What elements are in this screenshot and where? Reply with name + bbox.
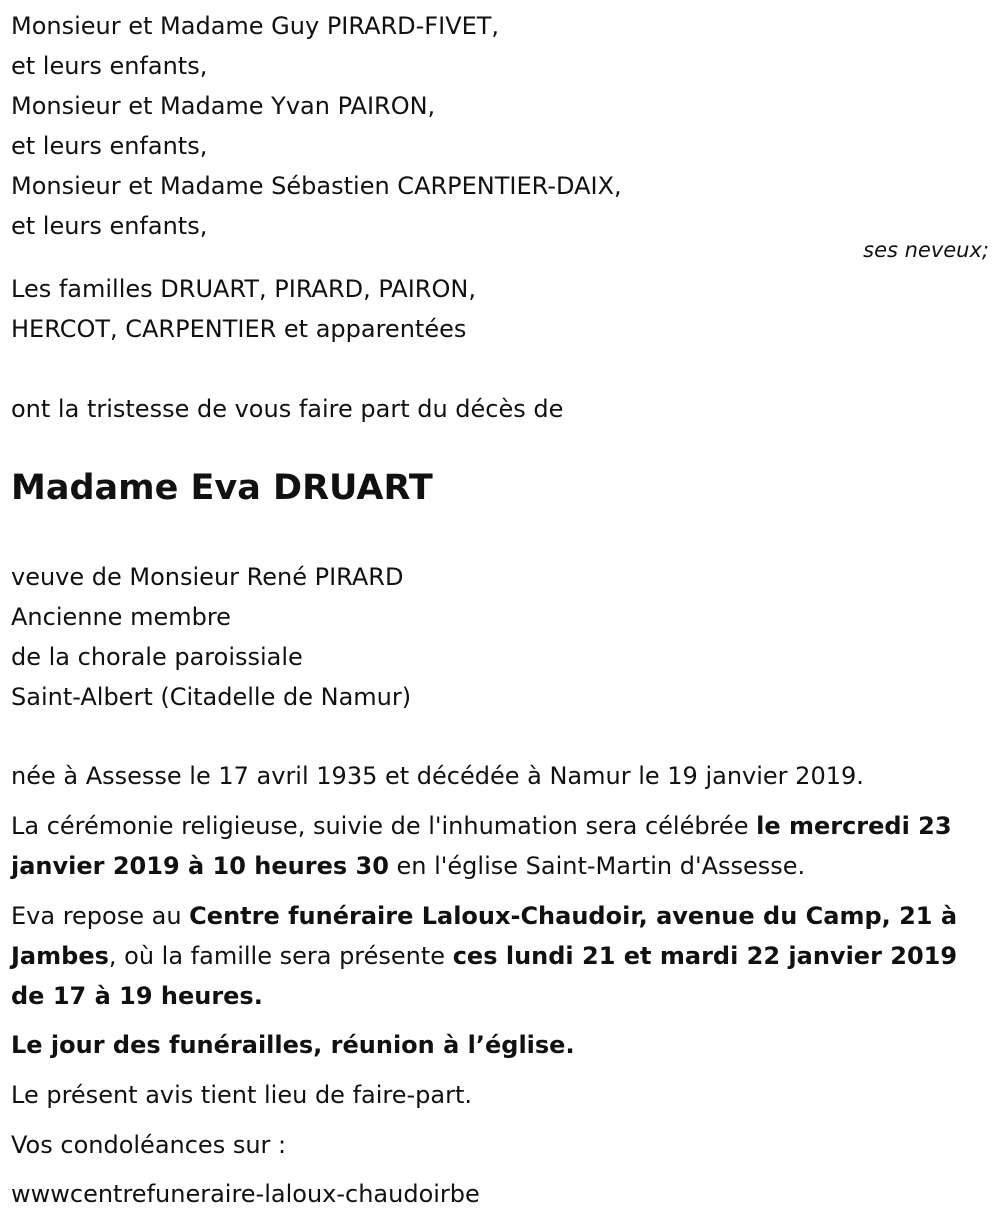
families-line-2: HERCOT, CARPENTIER et apparentées (11, 315, 467, 343)
family-line-1: Monsieur et Madame Guy PIRARD-FIVET, (11, 12, 500, 40)
announcement-text: ont la tristesse de vous faire part du décès de (11, 395, 564, 423)
funeral-meeting-bold: Le jour des funérailles, réunion à l’église. (11, 1031, 575, 1059)
visitation-middle: , où la famille sera présente (108, 942, 453, 970)
funeral-meeting-text (11, 1025, 575, 1065)
visitation-schedule: ces lundi 21 et mardi 22 janvier 2019 de 17 à 19 heures. (11, 942, 958, 1010)
detail-line-4: Saint-Albert (Citadelle de Namur) (11, 683, 412, 711)
family-line-4: et leurs enfants, (11, 132, 208, 160)
ceremony-intro: La cérémonie religieuse, suivie de l'inhumation sera célébrée (11, 812, 757, 840)
notice-text: Le présent avis tient lieu de faire-part. (11, 1081, 473, 1109)
families-line-1: Les familles DRUART, PIRARD, PAIRON, (11, 275, 476, 303)
visitation-intro: Eva repose au (11, 902, 190, 930)
visitation-location: Centre funéraire Laloux-Chaudoir, avenue du Camp, 21 à Jambes (11, 902, 958, 970)
obituary-notice (11, 0, 991, 1224)
detail-line-2: Ancienne membre (11, 603, 231, 631)
website-link[interactable]: wwwcentrefuneraire-laloux-chaudoirbe (11, 1180, 480, 1208)
detail-line-3: de la chorale paroissiale (11, 643, 303, 671)
ceremony-paragraph (11, 806, 991, 886)
detail-line-1: veuve de Monsieur René PIRARD (11, 563, 404, 591)
ceremony-place: en l'église Saint-Martin d'Assesse. (388, 852, 806, 880)
ceremony-date-time: le mercredi 23 janvier 2019 à 10 heures 30 (11, 812, 952, 880)
deceased-name: Madame Eva DRUART (11, 468, 433, 508)
family-line-2: et leurs enfants, (11, 52, 208, 80)
family-line-6: et leurs enfants, (11, 212, 208, 240)
family-line-5: Monsieur et Madame Sébastien CARPENTIER-DAIX, (11, 172, 622, 200)
condolences-label: Vos condoléances sur : (11, 1131, 287, 1159)
relation-label: ses neveux; (863, 238, 989, 262)
birth-death-text: née à Assesse le 17 avril 1935 et décédée à Namur le 19 janvier 2019. (11, 762, 864, 790)
family-line-3: Monsieur et Madame Yvan PAIRON, (11, 92, 436, 120)
visitation-paragraph (11, 896, 991, 1016)
